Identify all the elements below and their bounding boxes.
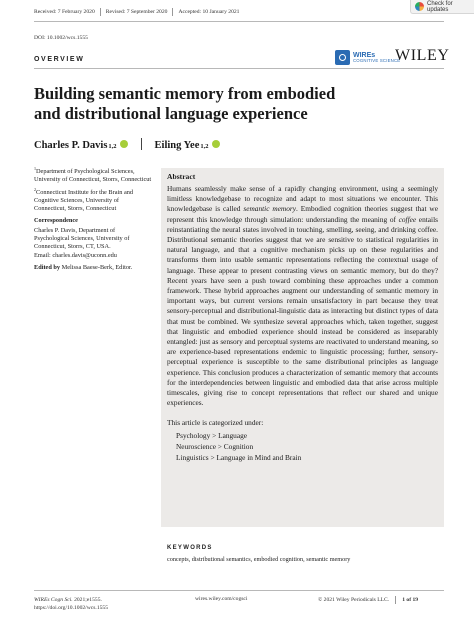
category-item: Linguistics > Language in Mind and Brain <box>176 452 302 462</box>
orcid-icon[interactable] <box>212 140 220 148</box>
category-list <box>167 430 438 463</box>
accepted-date: Accepted: 10 January 2021 <box>178 9 240 15</box>
author-list: Charles P. Davis 1,2 Eiling Yee 1,2 <box>34 136 220 151</box>
footer-rule <box>34 590 444 591</box>
publisher-logo: WILEY <box>395 47 450 64</box>
article-title <box>34 84 444 124</box>
keywords-list: concepts, distributional semantics, embodied cognition, semantic memory <box>167 556 351 563</box>
correspondence-address: Charles P. Davis, Department of Psychological Sciences, University of Connecticut, Storrs, CT, USA. <box>34 226 130 251</box>
citation <box>34 596 108 612</box>
citation-journal: WIREs Cogn Sci. <box>34 597 73 603</box>
title-line-2: and distributional language experience <box>34 104 308 123</box>
correspondence-email[interactable]: Email: charles.davis@uconn.edu <box>34 251 117 259</box>
category-lead: This article is categorized under: <box>167 418 264 428</box>
edited-by-label: Edited by <box>34 263 61 271</box>
title-line-1: Building semantic memory from embodied <box>34 84 336 103</box>
section-label: OVERVIEW <box>34 56 85 63</box>
journal-site-link[interactable]: wires.wiley.com/cogsci <box>195 596 248 602</box>
abstract-box <box>161 168 444 527</box>
edited-by <box>34 264 152 272</box>
section-rule <box>34 68 444 69</box>
abstract-heading: Abstract <box>167 172 196 181</box>
editor-name: Melissa Baese-Berk, Editor. <box>61 263 133 271</box>
footer-right <box>318 596 418 604</box>
journal-logo <box>335 50 400 65</box>
journal-logo-name: WIREs <box>353 51 376 59</box>
author-name[interactable]: Eiling Yee <box>154 140 200 151</box>
page-number: 1 of 19 <box>402 597 419 603</box>
emphasis-coffee: coffee <box>398 214 417 224</box>
divider <box>172 8 173 16</box>
doi-link[interactable]: DOI: 10.1002/wcs.1555 <box>34 35 88 41</box>
wires-badge-icon <box>335 50 350 65</box>
author-name[interactable]: Charles P. Davis <box>34 140 108 151</box>
keywords-heading: KEYWORDS <box>167 545 213 551</box>
affiliation-1: $^1$Department of Psychological Sciences, University of Connecticut, Storrs, Connecticut <box>34 165 152 184</box>
divider <box>395 596 396 604</box>
received-date: Received: 7 February 2020 <box>34 9 95 15</box>
emphasis-term: semantic memory <box>243 204 297 214</box>
abstract-text: Humans seamlessly make sense of a rapidly changing environment, using a seemingly limitless knowledgebase to recognize and adapt to most situations we encounter. This knowledgebase is called semantic memory. Embodied cognition theories suggest that we represent this knowledge through simulation: understanding the meaning of coffee entails reinstantiating the neural states involved in touching, smelling, seeing, and drinking coffee. Distributional semantic theories suggest that we are sensitive to statistical regularities in natural language, and that a cognitive mechanism picks up on these regularities and transforms them into usable semantic representations reflecting the contextual usage of language. These appear to present contrasting views on semantic memory, but do they? Recent years have seen a push toward combining these approaches under a common framework. These hybrid approaches augment our understanding of semantic memory in important ways, but current versions remain unsatisfactory in part because they treat sensory-perceptual and distributional-linguistic data as interacting but distinct types of data that must be combined. We synthesize several approaches which, taken together, suggest that linguistic and embodied experience should instead be considered as inseparably entangled: just as sensory and perceptual systems are reactivated to understand meaning, so are experience-based representations endemic to linguistic processing; further, sensory-perceptual experience is susceptible to the same distributional principles as language experience. This conclusion produces a characterization of semantic memory that accounts for the interdependencies between linguistic and embodied data that arise across multiple timescales, giving rise to concept representations that reflect our shared and unique experiences. <box>167 184 438 408</box>
author-divider <box>141 138 142 150</box>
copyright: © 2021 Wiley Periodicals LLC. <box>318 597 390 603</box>
check-for-updates-button[interactable] <box>410 0 474 14</box>
category-item: Neuroscience > Cognition <box>176 441 254 451</box>
divider <box>100 8 101 16</box>
revised-date: Revised: 7 September 2020 <box>105 9 168 15</box>
crossmark-icon <box>415 2 424 11</box>
category-item: Psychology > Language <box>176 430 248 440</box>
check-for-updates-label: Check for updates <box>427 0 453 13</box>
article-dates <box>34 8 239 16</box>
doi-url-link[interactable]: https://doi.org/10.1002/wcs.1555 <box>34 605 109 611</box>
header-rule <box>34 21 444 22</box>
correspondence <box>34 217 152 225</box>
orcid-icon[interactable] <box>120 140 128 148</box>
affiliations-column <box>34 165 152 276</box>
citation-details: 2021;e1555. <box>72 597 102 603</box>
correspondence-label: Correspondence <box>34 217 78 225</box>
affiliation-2: $^2$Connecticut Institute for the Brain and Cognitive Sciences, University of Connecticut, Storrs, Connecticut <box>34 186 134 213</box>
journal-logo-subtitle: COGNITIVE SCIENCE <box>353 57 401 63</box>
